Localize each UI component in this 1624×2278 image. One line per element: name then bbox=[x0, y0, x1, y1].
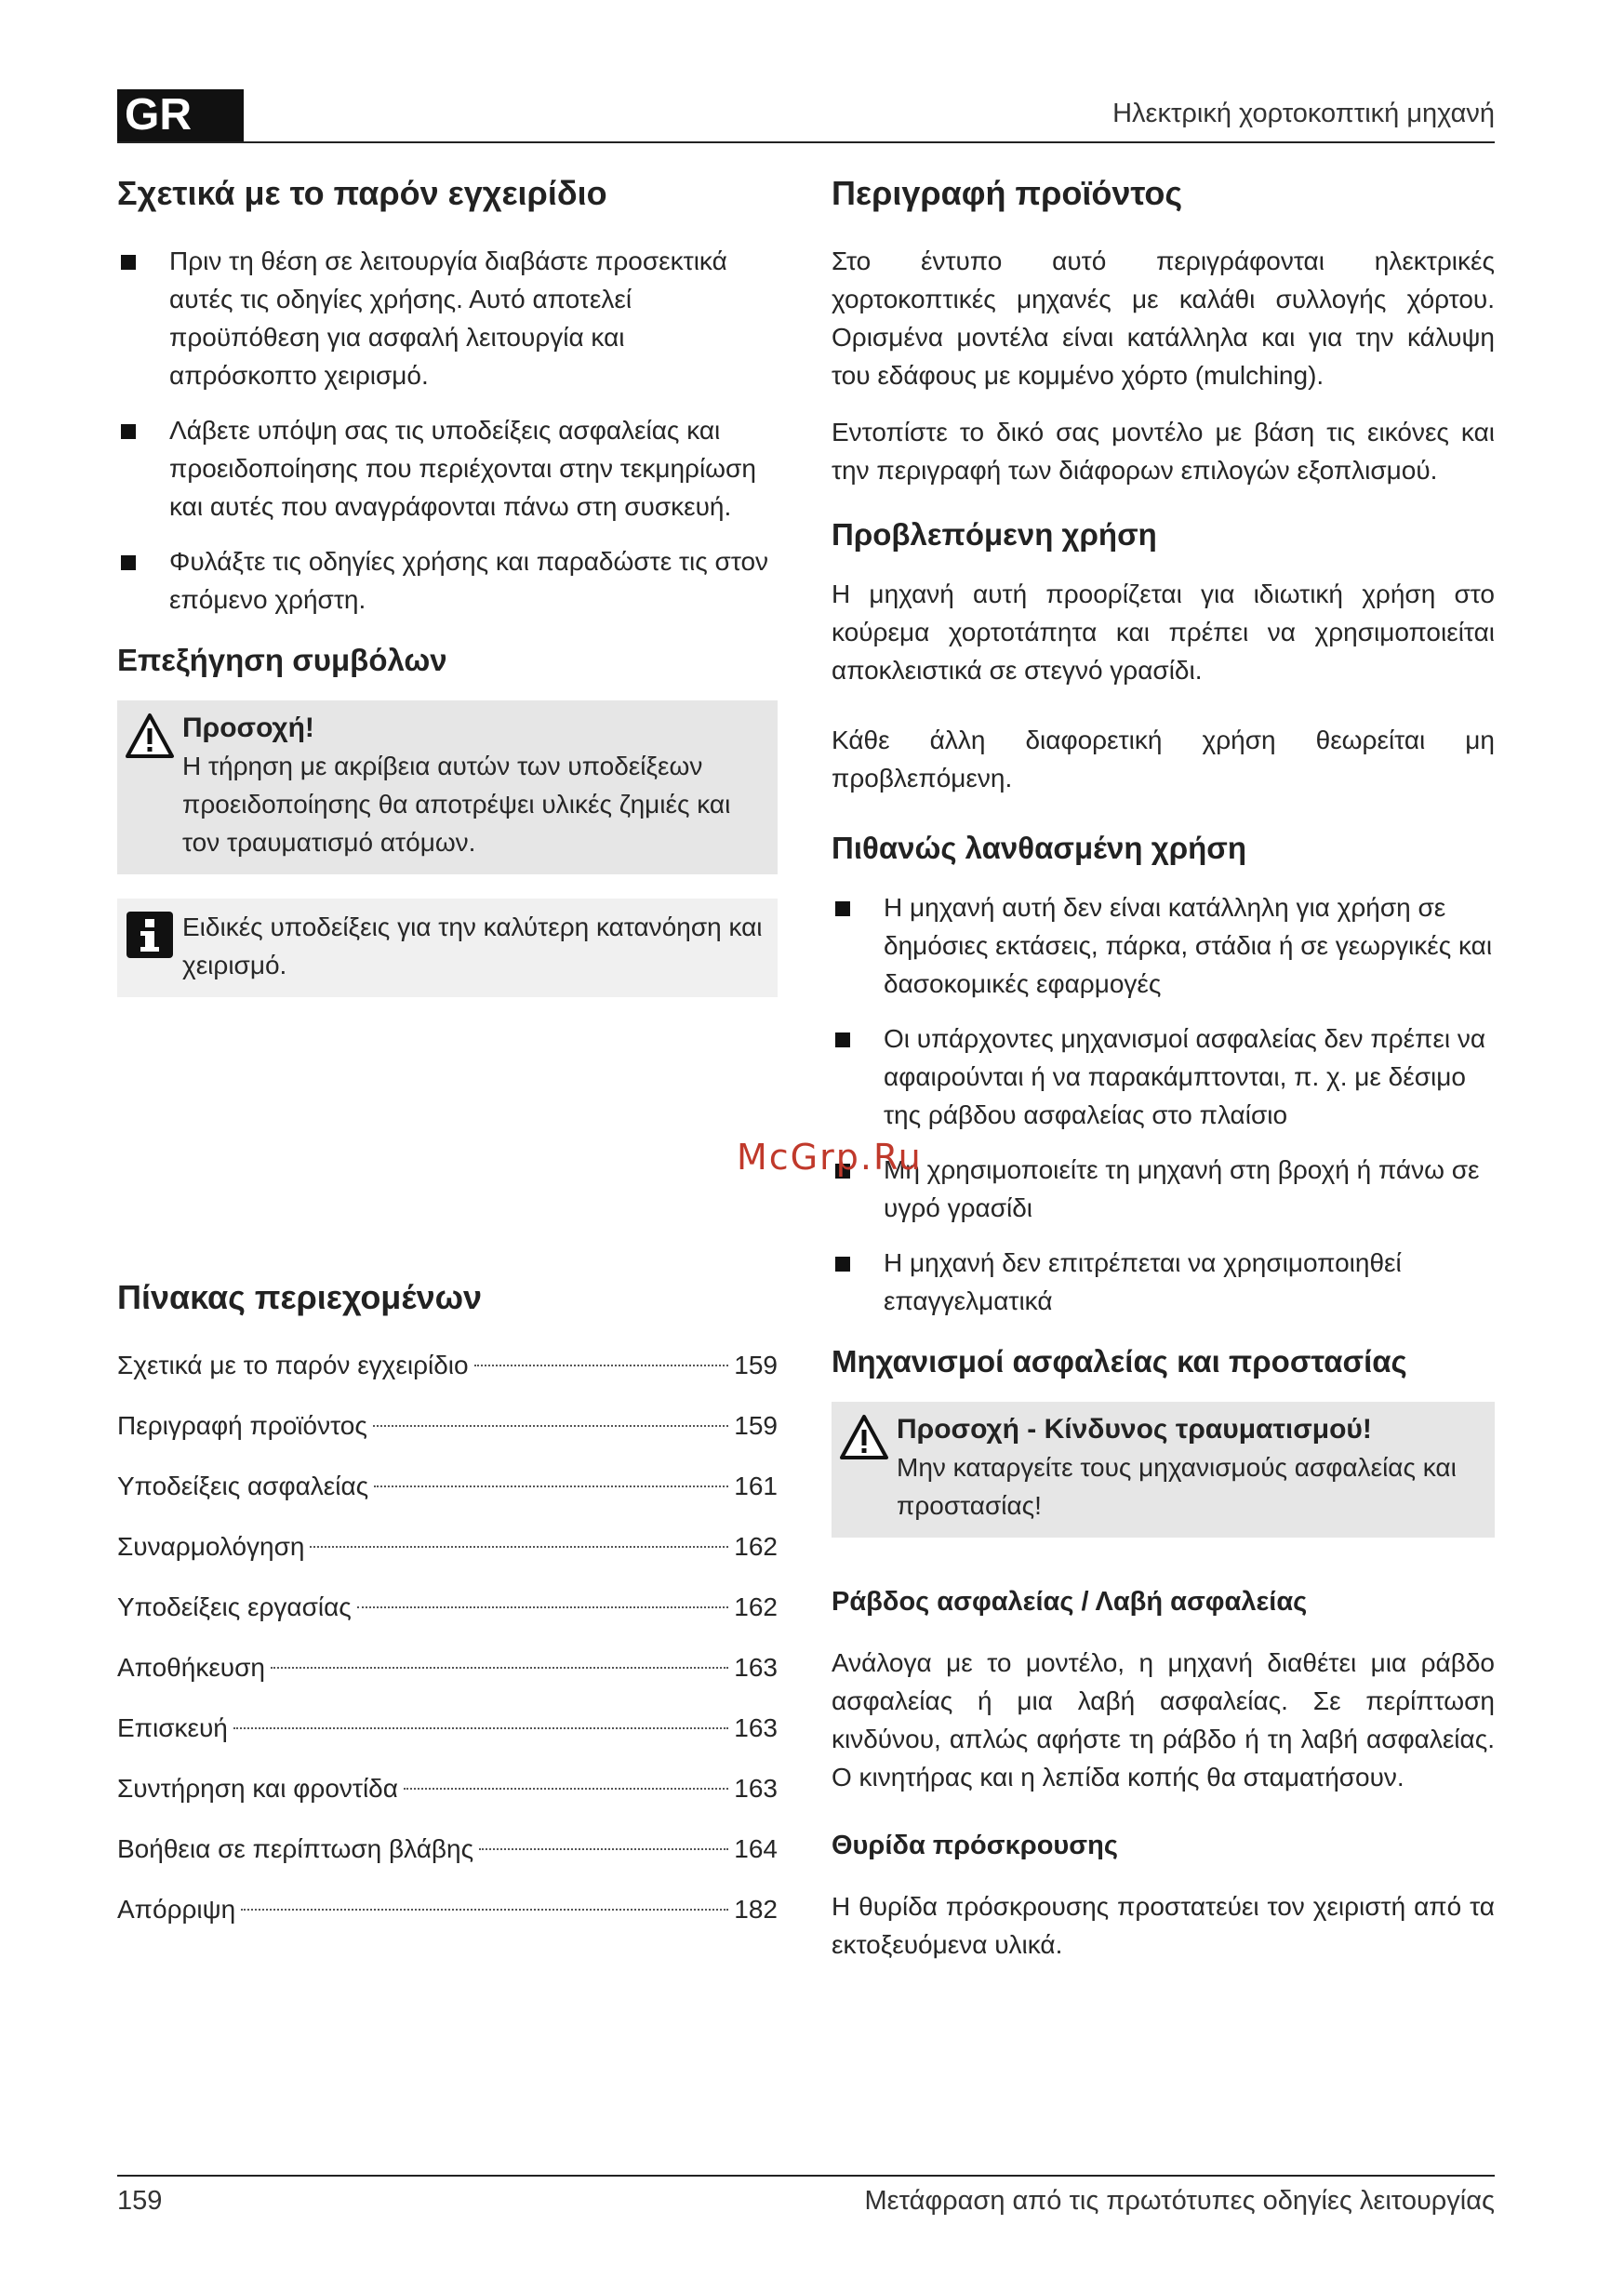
toc-entry[interactable]: Σχετικά με το παρόν εγχειρίδιο 159 bbox=[117, 1351, 778, 1379]
intended-use-heading: Προβλεπόμενη χρήση bbox=[832, 517, 1157, 552]
impact-flap-text: Η θυρίδα πρόσκρουσης προστατεύει τον χειριστή από τα εκτοξευόμενα υλικά. bbox=[832, 1892, 1495, 1959]
warning-triangle-icon bbox=[125, 712, 175, 762]
bullet-square-icon bbox=[835, 1257, 850, 1272]
other-use-text: Κάθε άλλη διαφορετική χρήση θεωρείται μη προβλεπόμενη. bbox=[832, 726, 1495, 793]
toc-entry[interactable]: Απόρριψη 182 bbox=[117, 1895, 778, 1924]
footer-divider bbox=[117, 2175, 1495, 2177]
list-item: Μη χρησιμοποιείτε τη μηχανή στη βροχή ή πάνω σε υγρό γρασίδι bbox=[832, 1151, 1495, 1227]
warning-triangle-icon bbox=[839, 1413, 889, 1463]
warning-text: Η τήρηση με ακρίβεια αυτών των υποδείξεων προειδοποίησης θα αποτρέψει υλικές ζημιές και τον τραυματισμό ατόμων. bbox=[182, 752, 731, 857]
intended-use-text: Η μηχανή αυτή προορίζεται για ιδιωτική χρήση στο κούρεμα χορτοτάπητα και πρέπει να χρησιμοποιείται αποκλειστικά σε στεγνό γρασίδι. bbox=[832, 579, 1495, 685]
injury-warning-text: Μην καταργείτε τους μηχανισμούς ασφαλείας και προστασίας! bbox=[897, 1453, 1457, 1520]
about-manual-heading: Σχετικά με το παρόν εγχειρίδιο bbox=[117, 174, 607, 212]
product-identify-text: Εντοπίστε το δικό σας μοντέλο με βάση τις εικόνες και την περιγραφή των διάφορων επιλογών εξοπλισμού. bbox=[832, 418, 1495, 485]
safety-bar-heading: Ράβδος ασφαλείας / Λαβή ασφαλείας bbox=[832, 1587, 1308, 1617]
toc-entry[interactable]: Υποδείξεις ασφαλείας 161 bbox=[117, 1472, 778, 1500]
footer-note: Μετάφραση από τις πρωτότυπες οδηγίες λειτουργίας bbox=[864, 2186, 1495, 2216]
list-item: Οι υπάρχοντες μηχανισμοί ασφαλείας δεν πρέπει να αφαιρούνται ή να παρακάμπτονται, π. χ. με δέσιμο της ράβδου ασφαλείας στο πλαίσιο bbox=[832, 1019, 1495, 1134]
safety-bar-text: Ανάλογα με το μοντέλο, η μηχανή διαθέτει μια ράβδο ασφαλείας ή μια λαβή ασφαλείας. Σε περίπτωση κινδύνου, απλώς αφήστε τη ράβδο ή τη λαβή ασφαλείας. Ο κινητήρας και η λεπίδα κοπής θα σταματήσουν. bbox=[832, 1648, 1495, 1792]
info-text: Ειδικές υποδείξεις για την καλύτερη κατανόηση και χειρισμό. bbox=[182, 913, 763, 979]
list-item: Πριν τη θέση σε λειτουργία διαβάστε προσεκτικά αυτές τις οδηγίες χρήσης. Αυτό αποτελεί προϋπόθεση για ασφαλή λειτουργία και απρόσκοπτο χειρισμό. bbox=[117, 242, 778, 394]
warning-note bbox=[117, 700, 778, 874]
injury-warning-note bbox=[832, 1402, 1495, 1538]
watermark: McGrp.Ru bbox=[737, 1137, 923, 1178]
toc-entry[interactable]: Περιγραφή προϊόντος 159 bbox=[117, 1411, 778, 1440]
safety-devices-heading: Μηχανισμοί ασφαλείας και προστασίας bbox=[832, 1344, 1407, 1379]
warning-title: Προσοχή! bbox=[182, 713, 314, 743]
injury-warning-title: Προσοχή - Κίνδυνος τραυματισμού! bbox=[897, 1414, 1372, 1445]
toc-entry[interactable]: Συναρμολόγηση 162 bbox=[117, 1532, 778, 1561]
left-column bbox=[117, 173, 778, 1951]
list-item: Φυλάξτε τις οδηγίες χρήσης και παραδώστε τις στον επόμενο χρήστη. bbox=[117, 542, 778, 619]
info-note bbox=[117, 899, 778, 997]
right-column bbox=[832, 173, 1495, 1982]
product-description-heading: Περιγραφή προϊόντος bbox=[832, 174, 1183, 212]
toc-entry[interactable]: Συντήρηση και φροντίδα 163 bbox=[117, 1774, 778, 1803]
table-of-contents bbox=[117, 1346, 778, 1928]
page-number: 159 bbox=[117, 2186, 163, 2216]
misuse-heading: Πιθανώς λανθασμένη χρήση bbox=[832, 831, 1247, 865]
impact-flap-heading: Θυρίδα πρόσκρουσης bbox=[832, 1831, 1118, 1860]
list-item: Η μηχανή δεν επιτρέπεται να χρησιμοποιηθεί επαγγελματικά bbox=[832, 1244, 1495, 1320]
symbols-heading: Επεξήγηση συμβόλων bbox=[117, 643, 447, 677]
toc-heading: Πίνακας περιεχομένων bbox=[117, 1278, 483, 1316]
about-manual-list bbox=[117, 242, 778, 619]
toc-entry[interactable]: Επισκευή 163 bbox=[117, 1713, 778, 1742]
header-divider bbox=[117, 141, 1495, 143]
bullet-square-icon bbox=[835, 1032, 850, 1047]
toc-entry[interactable]: Αποθήκευση 163 bbox=[117, 1653, 778, 1682]
bullet-square-icon bbox=[121, 255, 136, 270]
list-item: Λάβετε υπόψη σας τις υποδείξεις ασφαλείας και προειδοποίησης που περιέχονται στην τεκμηρίωση και αυτές που αναγράφονται πάνω στη συσκευή. bbox=[117, 411, 778, 526]
language-badge: GR bbox=[117, 89, 244, 141]
misuse-list bbox=[832, 888, 1495, 1320]
bullet-square-icon bbox=[121, 555, 136, 570]
toc-entry[interactable]: Βοήθεια σε περίπτωση βλάβης 164 bbox=[117, 1834, 778, 1863]
toc-entry[interactable]: Υποδείξεις εργασίας 162 bbox=[117, 1592, 778, 1621]
product-description-text: Στο έντυπο αυτό περιγράφονται ηλεκτρικές χορτοκοπτικές μηχανές με καλάθι συλλογής χόρτου. Ορισμένα μοντέλα είναι κατάλληλα και για την κάλυψη του εδάφους με κομμένο χόρτο (mulching). bbox=[832, 246, 1495, 390]
info-icon bbox=[125, 910, 175, 960]
list-item: Η μηχανή αυτή δεν είναι κατάλληλη για χρήση σε δημόσιες εκτάσεις, πάρκα, στάδια ή σε γεωργικές και δασοκομικές εφαρμογές bbox=[832, 888, 1495, 1003]
bullet-square-icon bbox=[121, 424, 136, 439]
document-title: Ηλεκτρική χορτοκοπτική μηχανή bbox=[1112, 99, 1495, 128]
bullet-square-icon bbox=[835, 901, 850, 916]
